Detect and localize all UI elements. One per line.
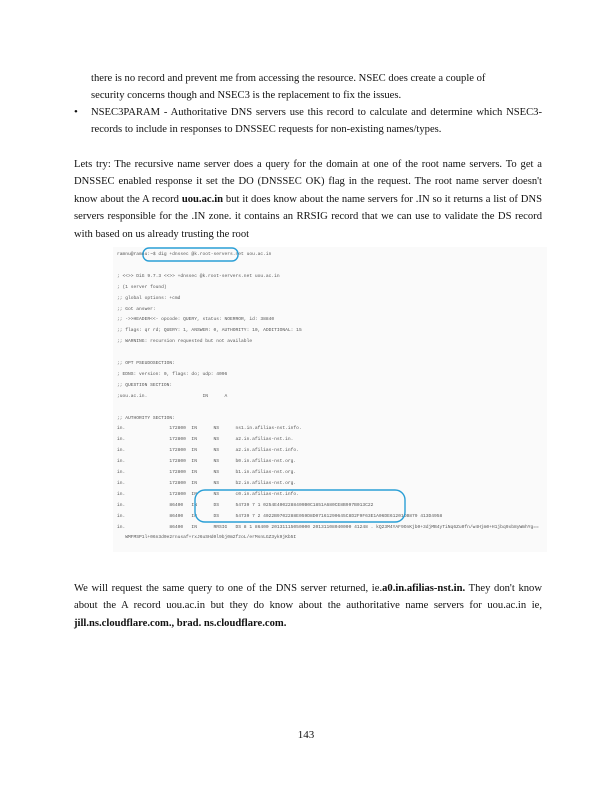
bottom-text-b: They don't know about the A record uou.ac.in but they do know about the authoritative name servers for uou.ac.in ie, — [74, 583, 542, 612]
terminal-line: ;; global options: +cmd — [117, 295, 181, 301]
terminal-line: ;; Got answer: — [117, 306, 156, 312]
terminal-line: in. 172800 IN NS b0.in.afilias-nst.org. — [117, 459, 297, 465]
continuation-line-1: there is no record and prevent me from accessing the resource. NSEC does create a couple of — [91, 73, 486, 84]
lets-try-paragraph — [74, 156, 542, 243]
terminal-line: ; EDNS: version: 0, flags: do; udp: 4096 — [117, 371, 228, 377]
terminal-line: in. 172800 IN NS c0.in.afilias-nst.info. — [117, 491, 299, 497]
bullet-paragraph: NSEC3PARAM - Authoritative DNS servers use this record to calculate and determine which NSEC3-records to include in responses to DNSSEC requests for non-existing names/types. — [91, 107, 542, 136]
bullet-dot: • — [74, 106, 78, 118]
bottom-text-a: We will request the same query to one of the DNS server returned, ie. — [74, 583, 383, 594]
terminal-line: in. 172800 IN NS a2.in.afilias-nst.in. — [117, 437, 294, 443]
continuation-line-2: security concerns though and NSEC3 is the replacement to fix the issues. — [91, 90, 402, 102]
terminal-line: ;; OPT PSEUDOSECTION: — [117, 361, 175, 366]
bottom-bold-server: a0.in.afilias-nst.in. — [382, 583, 466, 594]
terminal-line: in. 172800 IN NS b2.in.afilias-nst.org. — [117, 480, 297, 486]
terminal-line: ;; flags: qr rd; QUERY: 1, ANSWER: 0, AUTHORITY: 10, ADDITIONAL: 15 — [117, 328, 302, 334]
terminal-line: in. 86400 IN RRSIG DS 8 1 86400 20131115050000 20131108040000 41248 . kQ23M4YAF9OnKjb0+3djMB4yTiNq6Zu0fn/w4Hjm0+H1jbq9xb8yWmhYg== — [117, 524, 539, 530]
terminal-line: WMFMSP1l+06n3d0e2rnusaf+rxJ6uSHd0l9bj0m2fzoL/erMsnLGZ3yk9jKb5I — [117, 535, 297, 541]
terminal-line: ;; WARNING: recursion requested but not available — [117, 339, 253, 345]
bottom-paragraph — [74, 580, 542, 632]
terminal-line: in. 86400 IN DS 54739 7 1 0254E4002288409B0C1851A680CE8B997B013C22 — [117, 502, 374, 508]
terminal-line: in. 172800 IN NS a2.in.afilias-nst.info. — [117, 448, 299, 454]
terminal-line: ;; QUESTION SECTION: — [117, 382, 173, 388]
lets-try-text-b: but it does know about the name servers for .IN so it returns a list of DNS servers responsible for the .IN zone. it contains an RRSIG record that we can use to validate the DS record with based on us already trusting the root — [74, 193, 543, 240]
lets-try-bold-domain: uou.ac.in — [181, 193, 224, 205]
page-number: 143 — [297, 729, 315, 741]
ds-records-highlight-oval — [195, 490, 405, 522]
terminal-line: ;uou.ac.in. IN A — [117, 393, 228, 399]
terminal-screenshot — [113, 247, 547, 552]
terminal-line: ;; ->>HEADER<<- opcode: QUERY, status: NOERROR, id: 38840 — [117, 317, 275, 323]
terminal-line: in. 86400 IN DS 54739 7 2 4022B9702288E059D8D07161290645C8D2F9F63E1A06DE61201DB879 413D4958 — [117, 513, 443, 519]
highlight-overlay — [113, 247, 547, 552]
command-highlight-oval — [143, 248, 238, 261]
terminal-line: ;; AUTHORITY SECTION: — [117, 415, 175, 421]
terminal-line: ; (1 server found) — [117, 284, 167, 290]
continuation-paragraph — [91, 70, 542, 105]
lets-try-text-a: Lets try: The recursive name server does a query for the domain at one of the root name servers. To get a DNSSEC enabled response it set the DO (DNSSEC OK) flag in the request. The root name server doesn't know about the A record — [74, 159, 542, 205]
bottom-bold-nameservers: jill.ns.cloudflare.com., brad. ns.cloudflare.com. — [74, 617, 287, 629]
terminal-line: in. 172800 IN NS b1.in.afilias-nst.org. — [117, 470, 297, 475]
terminal-line: in. 172800 IN NS ns1.in.afilias-nst.info. — [117, 426, 302, 432]
terminal-line: ramnu@ramnu:~$ dig +dnssec @k.root-servers.net uou.ac.in — [117, 252, 272, 257]
terminal-line: ; <<>> DiG 9.7.3 <<>> +dnssec @k.root-servers.net uou.ac.in — [117, 273, 280, 279]
